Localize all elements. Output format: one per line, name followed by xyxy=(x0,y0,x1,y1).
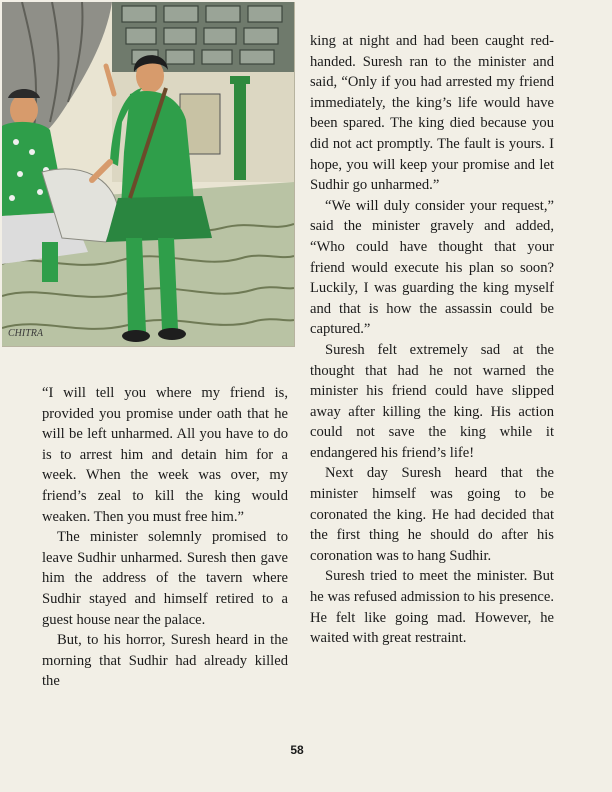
story-illustration xyxy=(2,2,295,347)
paragraph: king at night and had been caught red-handed. Suresh ran to the minister and said, “Only if you had arrested my friend immediately, the king’s life would have been spared. The king died because you did not act promptly. The fault is yours. I hope, you will keep your promise and let Sudhir go unharmed.” xyxy=(310,33,554,194)
paragraph: Suresh tried to meet the minister. But he was refused admission to his presence. He felt like going mad. However, he waited with great restraint. xyxy=(310,568,554,647)
paragraph: Suresh felt extremely sad at the thought that had he not warned the minister his friend could have slipped away after killing the king. His action could not save the king while it endangered his friend’s life! xyxy=(310,341,554,461)
artist-signature: CHITRA xyxy=(8,328,43,339)
paragraph: “I will tell you where my friend is, provided you promise under oath that he will be left unharmed. All you have to do is to arrest him and detain him for a week. When the week was over, my friend’s zeal to kill the king would weaken. Then you must free him.” xyxy=(42,385,288,525)
paragraph: The minister solemnly promised to leave Sudhir unharmed. Suresh then gave him the address of the tavern where Sudhir stayed and himself retired to a guest house near the palace. xyxy=(42,529,288,628)
paragraph: But, to his horror, Suresh heard in the morning that Sudhir had already killed the xyxy=(42,632,288,690)
paragraph: Next day Suresh heard that the minister himself was going to be coronated the king. He had decided that the first thing he should do after his coronation was to hang Sudhir. xyxy=(310,465,554,564)
right-text-column xyxy=(310,31,554,649)
page-number: 58 xyxy=(290,743,304,757)
left-text-column xyxy=(42,383,288,692)
paragraph: “We will duly consider your request,” said the minister gravely and added, “Who could have thought that your friend would execute his plan so soon? Luckily, I was guarding the king myself and that is how the assassin could be captured.” xyxy=(310,197,554,338)
illustration-art xyxy=(2,2,294,346)
